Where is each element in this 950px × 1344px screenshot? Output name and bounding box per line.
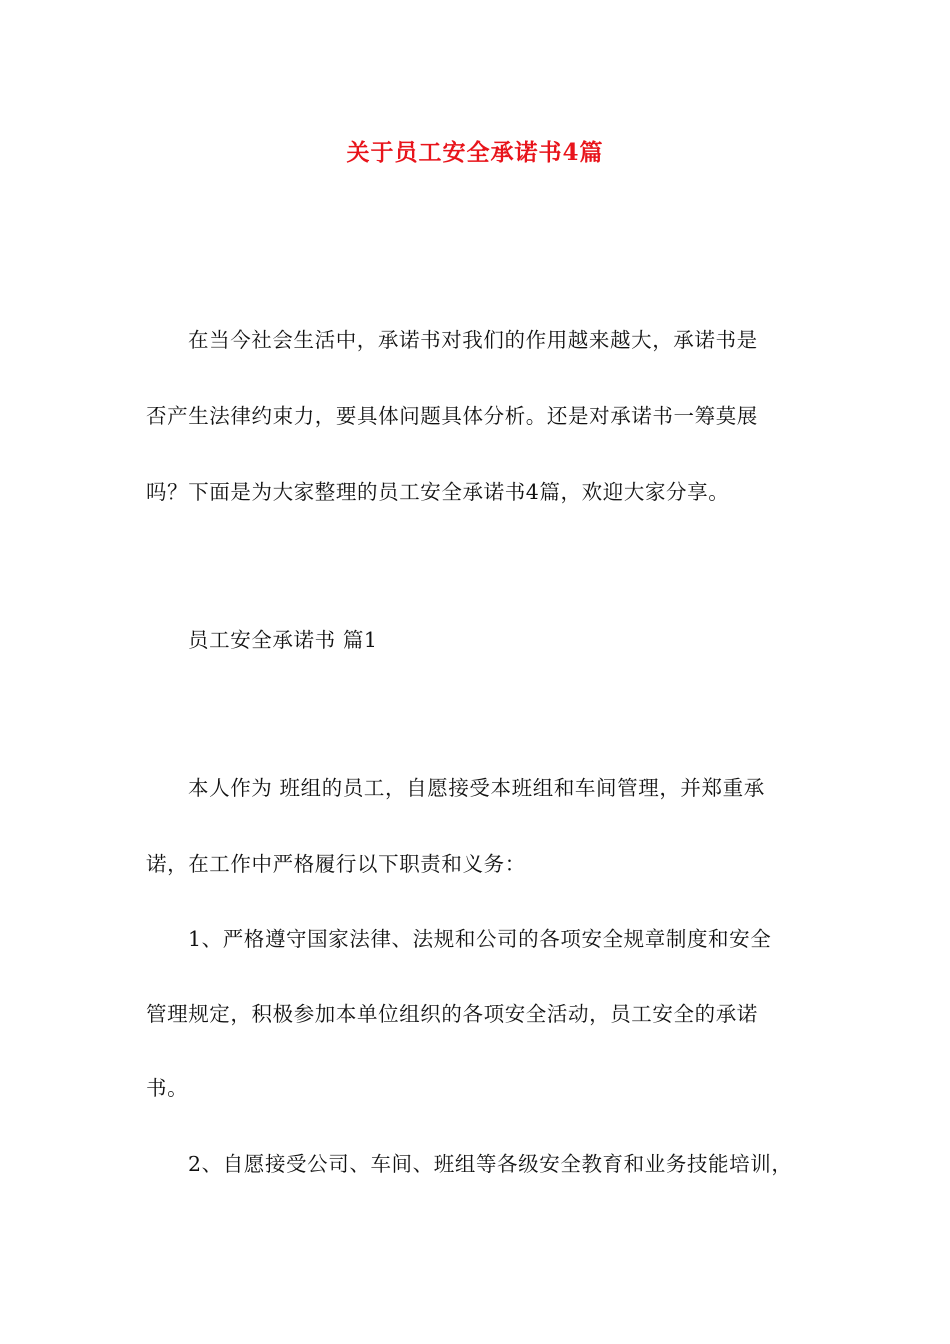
item-2-line-1: 2、自愿接受公司、车间、班组等各级安全教育和业务技能培训，	[188, 1152, 793, 1176]
item-1-line-2: 管理规定，积极参加本单位组织的各项安全活动，员工安全的承诺	[146, 1002, 758, 1026]
intro-line-3: 吗？下面是为大家整理的员工安全承诺书4篇，欢迎大家分享。	[146, 480, 730, 504]
item-1-line-3: 书。	[146, 1076, 189, 1100]
document-title: 关于员工安全承诺书4篇	[346, 139, 604, 166]
paragraph-1-line-1: 本人作为 班组的员工，自愿接受本班组和车间管理，并郑重承	[188, 776, 765, 800]
intro-line-1: 在当今社会生活中，承诺书对我们的作用越来越大，承诺书是	[188, 328, 758, 352]
section-heading: 员工安全承诺书 篇1	[188, 628, 378, 652]
paragraph-1-line-2: 诺，在工作中严格履行以下职责和义务：	[146, 852, 526, 876]
intro-line-2: 否产生法律约束力，要具体问题具体分析。还是对承诺书一筹莫展	[146, 404, 758, 428]
item-1-line-1: 1、严格遵守国家法律、法规和公司的各项安全规章制度和安全	[188, 927, 772, 951]
